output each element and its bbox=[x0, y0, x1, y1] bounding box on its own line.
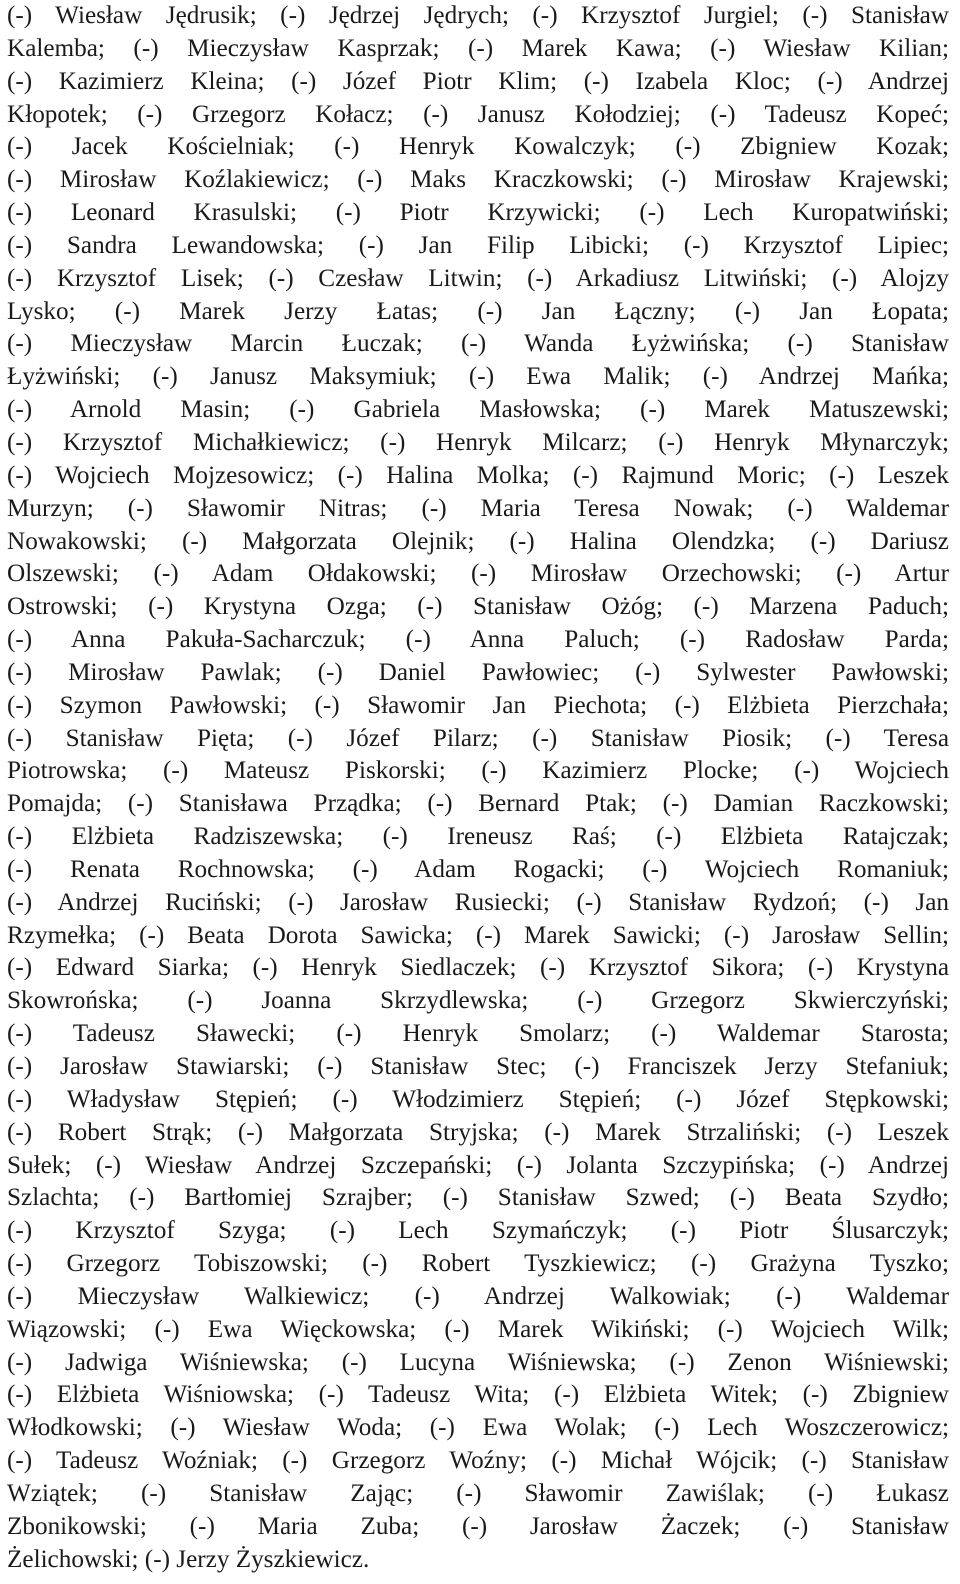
text-line: Lysko; (-) Marek Jerzy Łatas; (-) Jan Łączny; (-) Jan Łopata; bbox=[7, 297, 949, 325]
text-line: (-) Sandra Lewandowska; (-) Jan Filip Libicki; (-) Krzysztof Lipiec; bbox=[7, 231, 949, 259]
text-line: (-) Renata Rochnowska; (-) Adam Rogacki; (-) Wojciech Romaniuk; bbox=[7, 855, 949, 883]
text-line: (-) Grzegorz Tobiszowski; (-) Robert Tyszkiewicz; (-) Grażyna Tyszko; bbox=[7, 1250, 949, 1278]
text-line: (-) Jarosław Stawiarski; (-) Stanisław Stec; (-) Franciszek Jerzy Stefaniuk; bbox=[7, 1053, 949, 1080]
text-line: (-) Stanisław Pięta; (-) Józef Pilarz; (-) Stanisław Piosik; (-) Teresa bbox=[7, 724, 949, 752]
text-line: Wiązowski; (-) Ewa Więckowska; (-) Marek Wikiński; (-) Wojciech Wilk; bbox=[7, 1315, 949, 1343]
text-line: (-) Edward Siarka; (-) Henryk Siedlaczek; (-) Krzysztof Sikora; (-) Krystyna bbox=[7, 954, 949, 982]
text-line: Pomajda; (-) Stanisława Prządka; (-) Bernard Ptak; (-) Damian Raczkowski; bbox=[7, 790, 949, 818]
text-line: (-) Krzysztof Michałkiewicz; (-) Henryk Milcarz; (-) Henryk Młynarczyk; bbox=[7, 428, 949, 456]
text-line: Skowrońska; (-) Joanna Skrzydlewska; (-) Grzegorz Skwierczyński; bbox=[7, 987, 949, 1015]
text-line: (-) Tadeusz Sławecki; (-) Henryk Smolarz; (-) Waldemar Starosta; bbox=[7, 1020, 949, 1048]
text-line: (-) Anna Pakuła-Sacharczuk; (-) Anna Paluch; (-) Radosław Parda; bbox=[7, 626, 949, 654]
text-line: (-) Szymon Pawłowski; (-) Sławomir Jan Piechota; (-) Elżbieta Pierzchała; bbox=[7, 691, 949, 719]
text-line: Ostrowski; (-) Krystyna Ozga; (-) Stanisław Ożóg; (-) Marzena Paduch; bbox=[7, 593, 949, 621]
text-line: (-) Elżbieta Radziszewska; (-) Ireneusz Raś; (-) Elżbieta Ratajczak; bbox=[7, 823, 949, 851]
text-line: Łyżwiński; (-) Janusz Maksymiuk; (-) Ewa Malik; (-) Andrzej Mańka; bbox=[7, 363, 949, 391]
text-line: (-) Jacek Kościelniak; (-) Henryk Kowalczyk; (-) Zbigniew Kozak; bbox=[7, 133, 949, 161]
text-line: (-) Elżbieta Wiśniowska; (-) Tadeusz Wita; (-) Elżbieta Witek; (-) Zbigniew bbox=[7, 1381, 949, 1409]
text-line: (-) Mirosław Pawlak; (-) Daniel Pawłowiec; (-) Sylwester Pawłowski; bbox=[7, 658, 949, 686]
text-line: (-) Leonard Krasulski; (-) Piotr Krzywicki; (-) Lech Kuropatwiński; bbox=[7, 199, 949, 227]
text-line: Kalemba; (-) Mieczysław Kasprzak; (-) Marek Kawa; (-) Wiesław Kilian; bbox=[7, 34, 949, 62]
text-line: (-) Krzysztof Szyga; (-) Lech Szymańczyk; (-) Piotr Ślusarczyk; bbox=[7, 1217, 949, 1245]
text-line: (-) Krzysztof Lisek; (-) Czesław Litwin; (-) Arkadiusz Litwiński; (-) Alojzy bbox=[7, 264, 949, 292]
text-line: Piotrowska; (-) Mateusz Piskorski; (-) Kazimierz Plocke; (-) Wojciech bbox=[7, 757, 949, 785]
text-line: Zbonikowski; (-) Maria Zuba; (-) Jarosław Żaczek; (-) Stanisław bbox=[7, 1512, 949, 1540]
text-line: (-) Mieczysław Walkiewicz; (-) Andrzej Walkowiak; (-) Waldemar bbox=[7, 1282, 949, 1310]
text-line: Włodkowski; (-) Wiesław Woda; (-) Ewa Wolak; (-) Lech Woszczerowicz; bbox=[7, 1414, 949, 1442]
text-line: Olszewski; (-) Adam Ołdakowski; (-) Mirosław Orzechowski; (-) Artur bbox=[7, 560, 949, 588]
text-line: Wziątek; (-) Stanisław Zając; (-) Sławomir Zawiślak; (-) Łukasz bbox=[7, 1479, 949, 1507]
text-line: (-) Jadwiga Wiśniewska; (-) Lucyna Wiśniewska; (-) Zenon Wiśniewski; bbox=[7, 1348, 949, 1376]
text-line: (-) Arnold Masin; (-) Gabriela Masłowska; (-) Marek Matuszewski; bbox=[7, 396, 949, 424]
text-line: (-) Robert Strąk; (-) Małgorzata Stryjska; (-) Marek Strzaliński; (-) Leszek bbox=[7, 1118, 949, 1146]
text-line: (-) Wiesław Jędrusik; (-) Jędrzej Jędrych; (-) Krzysztof Jurgiel; (-) Stanisław bbox=[7, 2, 949, 29]
text-line: (-) Władysław Stępień; (-) Włodzimierz Stępień; (-) Józef Stępkowski; bbox=[7, 1085, 949, 1113]
text-line: Nowakowski; (-) Małgorzata Olejnik; (-) Halina Olendzka; (-) Dariusz bbox=[7, 527, 949, 555]
text-line: Rzymełka; (-) Beata Dorota Sawicka; (-) Marek Sawicki; (-) Jarosław Sellin; bbox=[7, 921, 949, 949]
text-line: (-) Andrzej Ruciński; (-) Jarosław Rusiecki; (-) Stanisław Rydzoń; (-) Jan bbox=[7, 888, 949, 916]
text-line: Żelichowski; (-) Jerzy Żyszkiewicz. bbox=[7, 1545, 370, 1573]
text-line: (-) Kazimierz Kleina; (-) Józef Piotr Klim; (-) Izabela Kloc; (-) Andrzej bbox=[7, 67, 949, 95]
text-line: (-) Tadeusz Woźniak; (-) Grzegorz Woźny; (-) Michał Wójcik; (-) Stanisław bbox=[7, 1447, 949, 1475]
text-line: (-) Wojciech Mojzesowicz; (-) Halina Molka; (-) Rajmund Moric; (-) Leszek bbox=[7, 461, 949, 489]
text-line: (-) Mirosław Koźlakiewicz; (-) Maks Kraczkowski; (-) Mirosław Krajewski; bbox=[7, 166, 949, 194]
signatory-list bbox=[7, 0, 949, 1577]
text-line: (-) Mieczysław Marcin Łuczak; (-) Wanda Łyżwińska; (-) Stanisław bbox=[7, 330, 949, 358]
text-line: Murzyn; (-) Sławomir Nitras; (-) Maria Teresa Nowak; (-) Waldemar bbox=[7, 494, 949, 522]
text-line: Sułek; (-) Wiesław Andrzej Szczepański; (-) Jolanta Szczypińska; (-) Andrzej bbox=[7, 1151, 949, 1179]
text-line: Kłopotek; (-) Grzegorz Kołacz; (-) Janusz Kołodziej; (-) Tadeusz Kopeć; bbox=[7, 100, 949, 128]
text-line: Szlachta; (-) Bartłomiej Szrajber; (-) Stanisław Szwed; (-) Beata Szydło; bbox=[7, 1184, 949, 1212]
